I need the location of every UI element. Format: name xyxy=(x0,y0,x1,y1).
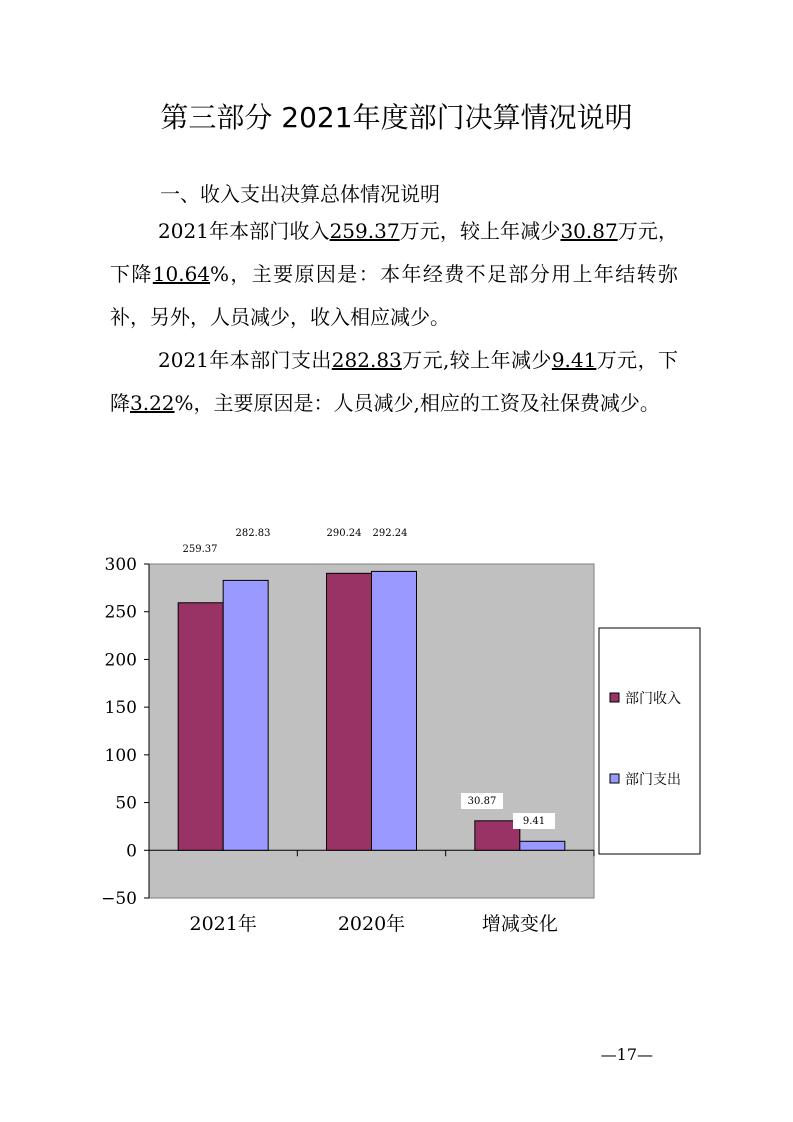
y-tick-label: 250 xyxy=(104,602,137,623)
x-category-label: 2021年 xyxy=(189,913,257,935)
x-category-label: 2020年 xyxy=(337,913,406,935)
y-tick-label: 300 xyxy=(104,555,137,575)
section-heading: 一、收入支出决算总体情况说明 xyxy=(160,182,440,206)
bar xyxy=(178,603,223,851)
y-tick-label: −50 xyxy=(101,889,137,909)
expense-text-2: 万元,较上年减少 xyxy=(401,348,552,372)
data-label: 282.83 xyxy=(235,528,271,539)
expense-decrease-value: 9.41 xyxy=(551,348,597,372)
legend-swatch xyxy=(610,693,619,702)
data-label: 259.37 xyxy=(182,544,218,555)
bar xyxy=(520,841,565,850)
legend-label: 部门收入 xyxy=(625,691,681,707)
y-tick-label: 0 xyxy=(126,841,137,862)
data-label: 9.41 xyxy=(522,816,546,827)
income-decrease-percent: 10.64 xyxy=(152,262,211,286)
page-number: —17— xyxy=(600,1045,653,1064)
data-label: 30.87 xyxy=(467,796,497,807)
x-category-label: 增减变化 xyxy=(481,913,558,935)
y-tick-label: 50 xyxy=(115,793,137,814)
expense-text-3: 万元，下降 xyxy=(110,348,679,415)
expense-value: 282.83 xyxy=(331,348,402,372)
y-tick-label: 100 xyxy=(104,745,137,766)
income-decrease-value: 30.87 xyxy=(560,219,618,243)
legend-label: 部门支出 xyxy=(625,772,681,788)
bar xyxy=(223,580,268,850)
y-tick-label: 150 xyxy=(104,698,137,719)
data-label: 290.24 xyxy=(326,528,362,539)
page-title: 第三部分 2021年度部门决算情况说明 xyxy=(160,101,633,134)
expense-text-4: %，主要原因是：人员减少,相应的工资及社保费减少。 xyxy=(174,391,660,415)
income-text-3: 万元，下降 xyxy=(110,219,678,286)
bar xyxy=(327,573,372,850)
expense-decrease-percent: 3.22 xyxy=(130,391,175,415)
income-text-2: 万元，较上年减少 xyxy=(399,219,561,243)
legend-swatch xyxy=(610,774,619,783)
expense-text-1: 2021年本部门支出 xyxy=(158,348,332,372)
data-label: 292.24 xyxy=(372,528,408,539)
income-value: 259.37 xyxy=(329,219,400,243)
income-text-1: 2021年本部门收入 xyxy=(158,219,330,243)
income-text-4: %，主要原因是：本年经费不足部分用上年结转弥补，另外，人员减少，收入相应减少。 xyxy=(110,262,678,329)
legend xyxy=(599,628,700,854)
bar xyxy=(372,571,417,850)
y-tick-label: 200 xyxy=(104,650,137,671)
